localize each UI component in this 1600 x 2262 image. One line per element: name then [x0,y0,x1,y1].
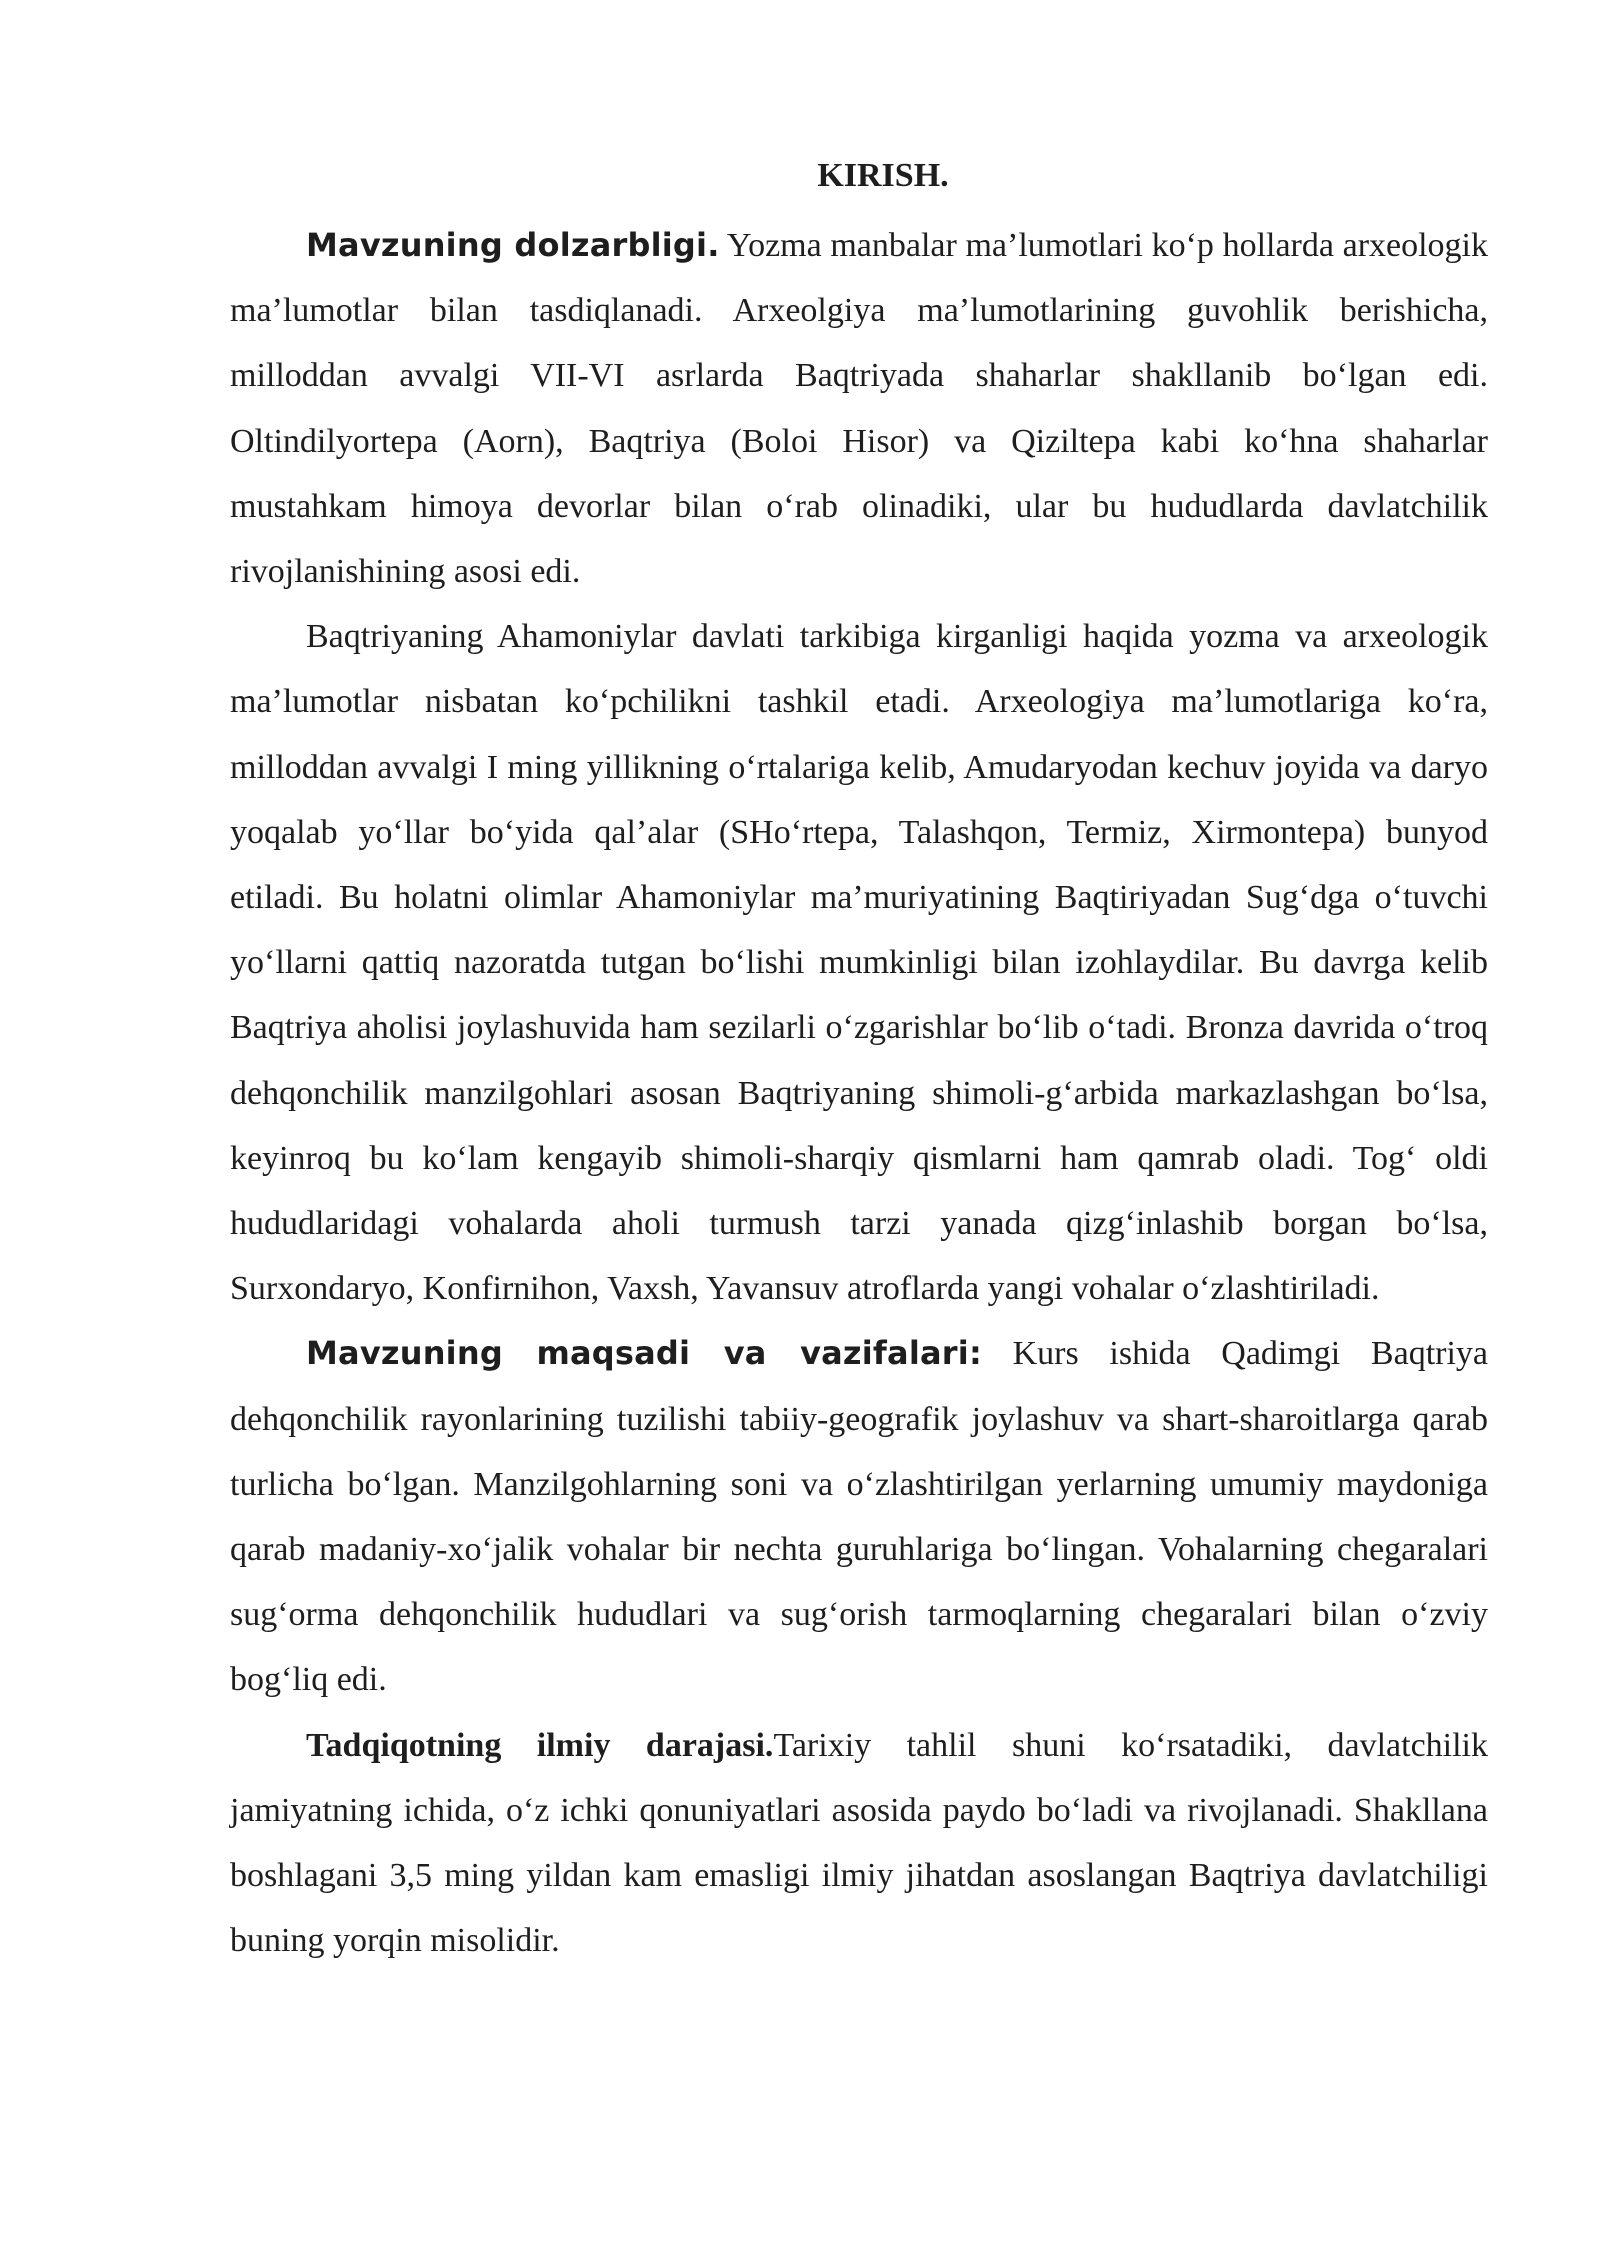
page-title: KIRISH. [817,157,949,194]
paragraph-achaemenid [230,604,1488,1321]
paragraph-text: Kurs ishida Qadimgi Baqtriya dehqonchilik rayonlarining tuzilishi tabiiy-geografik joylashuv va shart-sharoitlarga qarab turlicha bo‘lgan. Manzilgohlarning soni va o‘zlashtirilgan yerlarning umumiy maydoniga qarab madaniy-xo‘jalik vohalar bir nechta guruhlariga bo‘lingan. Vohalarning chegaralari sug‘orma dehqonchilik hududlari va sug‘orish tarmoqlarning chegaralari bilan o‘zviy bog‘liq edi. [230,1335,1488,1699]
document-body [230,148,1488,1973]
paragraph-relevance [230,213,1488,604]
paragraph-text: Tarixiy tahlil shuni ko‘rsatadiki, davlatchilik jamiyatning ichida, o‘z ichki qonuniyatlari asosida paydo bo‘ladi va rivojlanadi. Shakllana boshlagani 3,5 ming yildan kam emasligi ilmiy jihatdan asoslangan Baqtriya davlatchiligi buning yorqin misolidir. [230,1726,1488,1960]
paragraph-heading: Mavzuning dolzarbligi. [306,226,720,264]
paragraph-research-level [230,1713,1488,1974]
paragraph-heading: Tadqiqotning ilmiy darajasi. [306,1726,774,1764]
paragraph-goals [230,1321,1488,1712]
paragraph-text: Yozma manbalar ma’lumotlari ko‘p hollarda arxeologik ma’lumotlar bilan tasdiqlanadi. Arxeolgiya ma’lumotlarining guvohlik berishicha, milloddan avvalgi VII-VI asrlarda Baqtriyada shaharlar shakllanib bo‘lgan edi. Oltindilyortepa (Aorn), Baqtriya (Boloi Hisor) va Qiziltepa kabi ko‘hna shaharlar mustahkam himoya devorlar bilan o‘rab olinadiki, ular bu hududlarda davlatchilik rivojlanishining asosi edi. [230,227,1489,591]
paragraph-heading: Mavzuning maqsadi va vazifalari: [306,1334,982,1373]
paragraph-text: Baqtriyaning Ahamoniylar davlati tarkibiga kirganligi haqida yozma va arxeologik ma’lumotlar nisbatan ko‘pchilikni tashkil etadi. Arxeologiya ma’lumotlariga ko‘ra, milloddan avvalgi I ming yillikning o‘rtalariga kelib, Amudaryodan kechuv joyida va daryo yoqalab yo‘llar bo‘yida qal’alar (SHo‘rtepa, Talashqon, Termiz, Xirmontepa) bunyod etiladi. Bu holatni olimlar Ahamoniylar ma’muriyatining Baqtiriyadan Sug‘dga o‘tuvchi yo‘llarni qattiq nazoratda tutgan bo‘lishi mumkinligi bilan izohlaydilar. Bu davrga kelib Baqtriya aholisi joylashuvida ham sezilarli o‘zgarishlar bo‘lib o‘tadi. Bronza davrida o‘troq dehqonchilik manzilgohlari asosan Baqtriyaning shimoli-g‘arbida markazlashgan bo‘lsa, keyinroq bu ko‘lam kengayib shimoli-sharqiy qismlarni ham qamrab oladi. Tog‘ oldi hududlaridagi vohalarda aholi turmush tarzi yanada qizg‘inlashib borgan bo‘lsa, Surxondaryo, Konfirnihon, Vaxsh, Yavansuv atroflarda yangi vohalar o‘zlashtiriladi. [230,618,1488,1308]
